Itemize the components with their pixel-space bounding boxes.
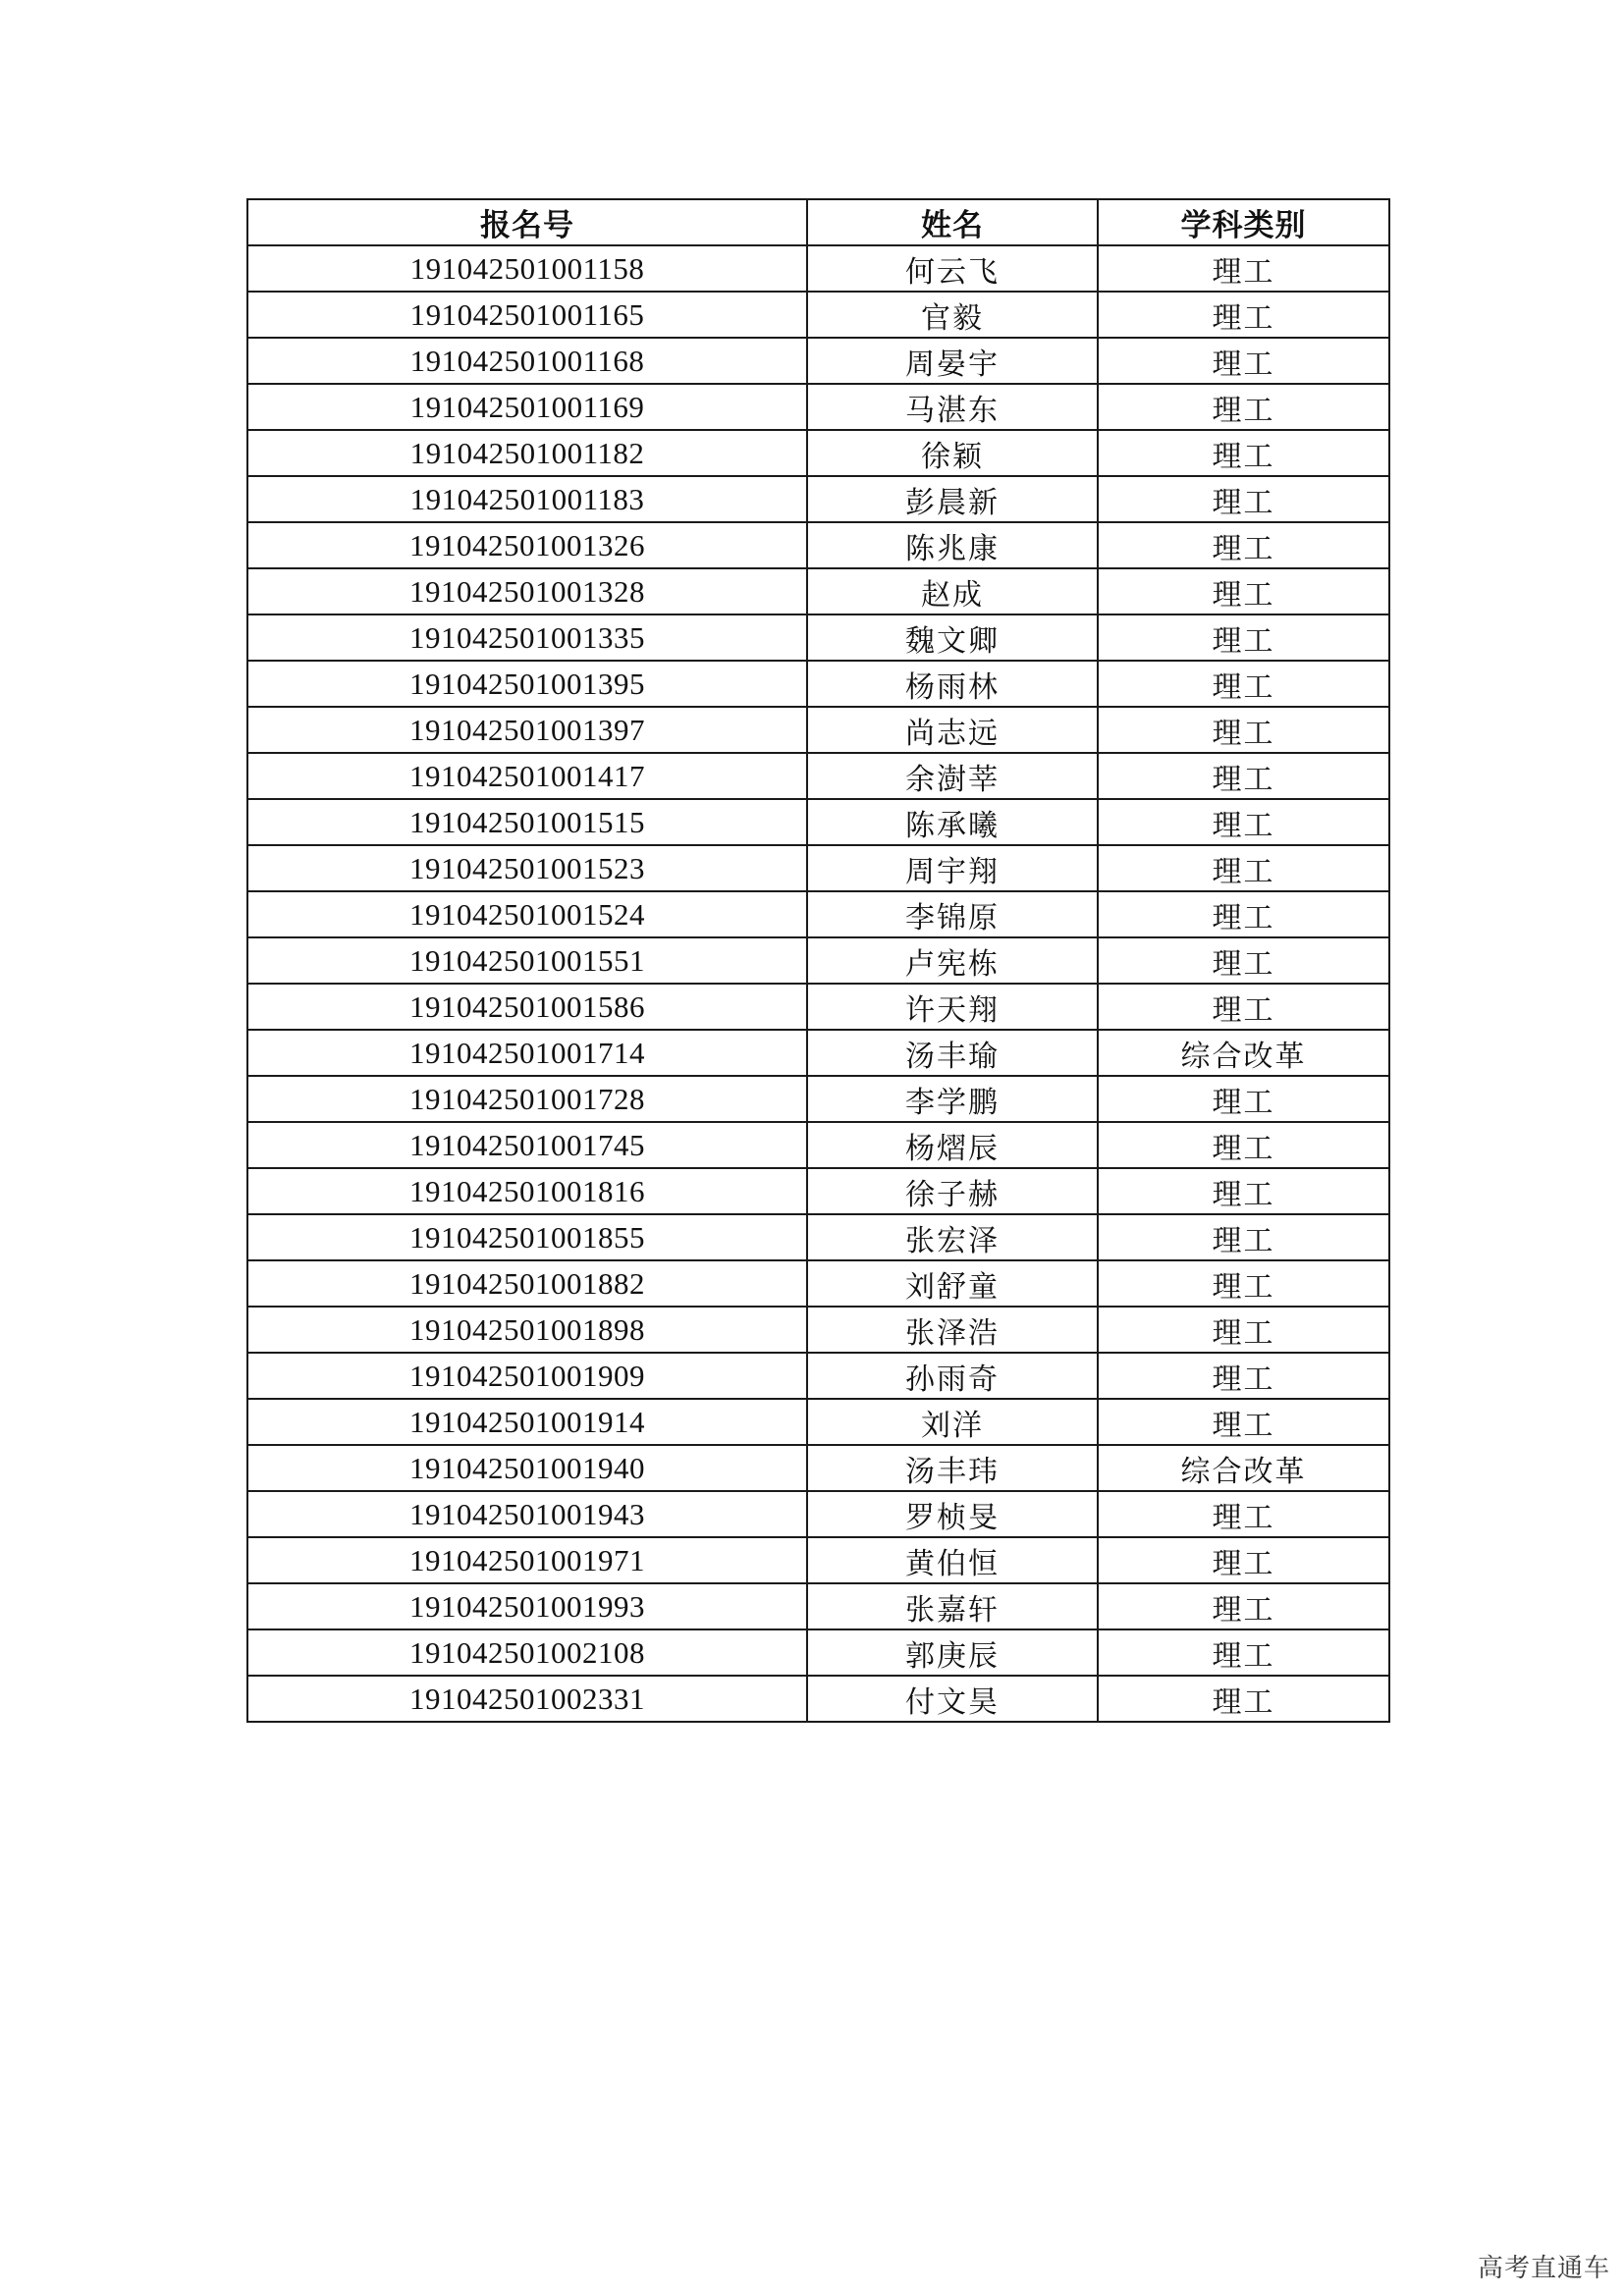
table-row [247,1307,1389,1353]
registration-number-cell: 191042501001165 [247,292,807,338]
table-row [247,1214,1389,1260]
registration-number-cell: 191042501001417 [247,753,807,799]
subject-category-cell: 理工 [1098,430,1389,476]
student-name-cell: 魏文卿 [807,614,1098,661]
registration-number-cell: 191042501001524 [247,891,807,937]
table-row [247,661,1389,707]
student-name-cell: 刘洋 [807,1399,1098,1445]
table-row [247,753,1389,799]
student-name-cell: 尚志远 [807,707,1098,753]
student-name-cell: 孙雨奇 [807,1353,1098,1399]
subject-category-cell: 理工 [1098,1168,1389,1214]
table-row [247,1168,1389,1214]
registration-number-cell: 191042501001326 [247,522,807,568]
registration-number-cell: 191042501001395 [247,661,807,707]
table-row [247,245,1389,292]
student-name-cell: 官毅 [807,292,1098,338]
table-row [247,522,1389,568]
student-name-cell: 徐子赫 [807,1168,1098,1214]
table-row [247,1122,1389,1168]
student-name-cell: 张泽浩 [807,1307,1098,1353]
table-row [247,845,1389,891]
admission-roster-table [246,198,1390,1723]
student-name-cell: 汤丰瑜 [807,1030,1098,1076]
student-name-cell: 李锦原 [807,891,1098,937]
table-row [247,292,1389,338]
registration-number-cell: 191042501001515 [247,799,807,845]
subject-category-cell: 理工 [1098,292,1389,338]
registration-number-cell: 191042501001182 [247,430,807,476]
registration-number-cell: 191042501002108 [247,1629,807,1676]
subject-category-cell: 综合改革 [1098,1030,1389,1076]
subject-category-cell: 理工 [1098,799,1389,845]
source-watermark: 高考直通车 [1477,2254,1610,2283]
table-row [247,1030,1389,1076]
table-row [247,568,1389,614]
registration-number-cell: 191042501001745 [247,1122,807,1168]
subject-category-cell: 理工 [1098,1307,1389,1353]
table-row [247,1491,1389,1537]
registration-number-cell: 191042501001714 [247,1030,807,1076]
subject-category-cell: 理工 [1098,1214,1389,1260]
subject-category-cell: 理工 [1098,1260,1389,1307]
subject-category-cell: 理工 [1098,476,1389,522]
registration-number-cell: 191042501001882 [247,1260,807,1307]
student-name-cell: 杨熠辰 [807,1122,1098,1168]
table-row [247,1353,1389,1399]
registration-number-cell: 191042501001728 [247,1076,807,1122]
subject-category-cell: 理工 [1098,384,1389,430]
student-name-cell: 陈承曦 [807,799,1098,845]
subject-category-cell: 理工 [1098,1583,1389,1629]
table-row [247,476,1389,522]
table-row [247,984,1389,1030]
table-row [247,1583,1389,1629]
registration-number-cell: 191042501001914 [247,1399,807,1445]
student-name-cell: 汤丰玮 [807,1445,1098,1491]
subject-category-cell: 理工 [1098,568,1389,614]
header-subject-category: 学科类别 [1098,199,1389,245]
subject-category-cell: 综合改革 [1098,1445,1389,1491]
student-name-cell: 刘舒童 [807,1260,1098,1307]
student-name-cell: 何云飞 [807,245,1098,292]
table-row [247,1629,1389,1676]
student-name-cell: 张嘉轩 [807,1583,1098,1629]
student-name-cell: 罗桢旻 [807,1491,1098,1537]
header-name: 姓名 [807,199,1098,245]
registration-number-cell: 191042501001816 [247,1168,807,1214]
table-row [247,707,1389,753]
student-name-cell: 黄伯恒 [807,1537,1098,1583]
registration-number-cell: 191042501001158 [247,245,807,292]
table-row [247,1537,1389,1583]
registration-number-cell: 191042501001855 [247,1214,807,1260]
header-registration-number: 报名号 [247,199,807,245]
registration-number-cell: 191042501001551 [247,937,807,984]
subject-category-cell: 理工 [1098,1629,1389,1676]
subject-category-cell: 理工 [1098,338,1389,384]
registration-number-cell: 191042501001993 [247,1583,807,1629]
registration-number-cell: 191042501001898 [247,1307,807,1353]
table-row [247,891,1389,937]
subject-category-cell: 理工 [1098,707,1389,753]
student-name-cell: 许天翔 [807,984,1098,1030]
table-row [247,937,1389,984]
subject-category-cell: 理工 [1098,984,1389,1030]
registration-number-cell: 191042501001328 [247,568,807,614]
student-name-cell: 余澍莘 [807,753,1098,799]
subject-category-cell: 理工 [1098,1122,1389,1168]
table-row [247,1399,1389,1445]
table-row [247,430,1389,476]
registration-number-cell: 191042501001586 [247,984,807,1030]
header-row [247,199,1389,245]
registration-number-cell: 191042501001971 [247,1537,807,1583]
student-name-cell: 徐颖 [807,430,1098,476]
registration-number-cell: 191042501001940 [247,1445,807,1491]
student-name-cell: 杨雨林 [807,661,1098,707]
table-row [247,614,1389,661]
table-row [247,338,1389,384]
subject-category-cell: 理工 [1098,1076,1389,1122]
subject-category-cell: 理工 [1098,522,1389,568]
registration-number-cell: 191042501001168 [247,338,807,384]
subject-category-cell: 理工 [1098,845,1389,891]
subject-category-cell: 理工 [1098,891,1389,937]
subject-category-cell: 理工 [1098,661,1389,707]
subject-category-cell: 理工 [1098,1353,1389,1399]
registration-number-cell: 191042501002331 [247,1676,807,1722]
student-name-cell: 李学鹏 [807,1076,1098,1122]
table-row [247,1076,1389,1122]
student-name-cell: 彭晨新 [807,476,1098,522]
subject-category-cell: 理工 [1098,245,1389,292]
student-name-cell: 周宇翔 [807,845,1098,891]
student-name-cell: 陈兆康 [807,522,1098,568]
registration-number-cell: 191042501001397 [247,707,807,753]
table-header [247,199,1389,245]
table-body [247,245,1389,1722]
registration-number-cell: 191042501001909 [247,1353,807,1399]
registration-number-cell: 191042501001169 [247,384,807,430]
table-row [247,1676,1389,1722]
subject-category-cell: 理工 [1098,937,1389,984]
student-name-cell: 马湛东 [807,384,1098,430]
subject-category-cell: 理工 [1098,614,1389,661]
student-name-cell: 郭庚辰 [807,1629,1098,1676]
registration-number-cell: 191042501001335 [247,614,807,661]
subject-category-cell: 理工 [1098,1537,1389,1583]
registration-number-cell: 191042501001183 [247,476,807,522]
registration-number-cell: 191042501001523 [247,845,807,891]
table-row [247,1260,1389,1307]
student-name-cell: 张宏泽 [807,1214,1098,1260]
subject-category-cell: 理工 [1098,1399,1389,1445]
student-name-cell: 周晏宇 [807,338,1098,384]
subject-category-cell: 理工 [1098,1676,1389,1722]
table-row [247,799,1389,845]
subject-category-cell: 理工 [1098,753,1389,799]
student-name-cell: 卢宪栋 [807,937,1098,984]
subject-category-cell: 理工 [1098,1491,1389,1537]
student-name-cell: 付文昊 [807,1676,1098,1722]
registration-number-cell: 191042501001943 [247,1491,807,1537]
table-row [247,384,1389,430]
student-name-cell: 赵成 [807,568,1098,614]
table-row [247,1445,1389,1491]
